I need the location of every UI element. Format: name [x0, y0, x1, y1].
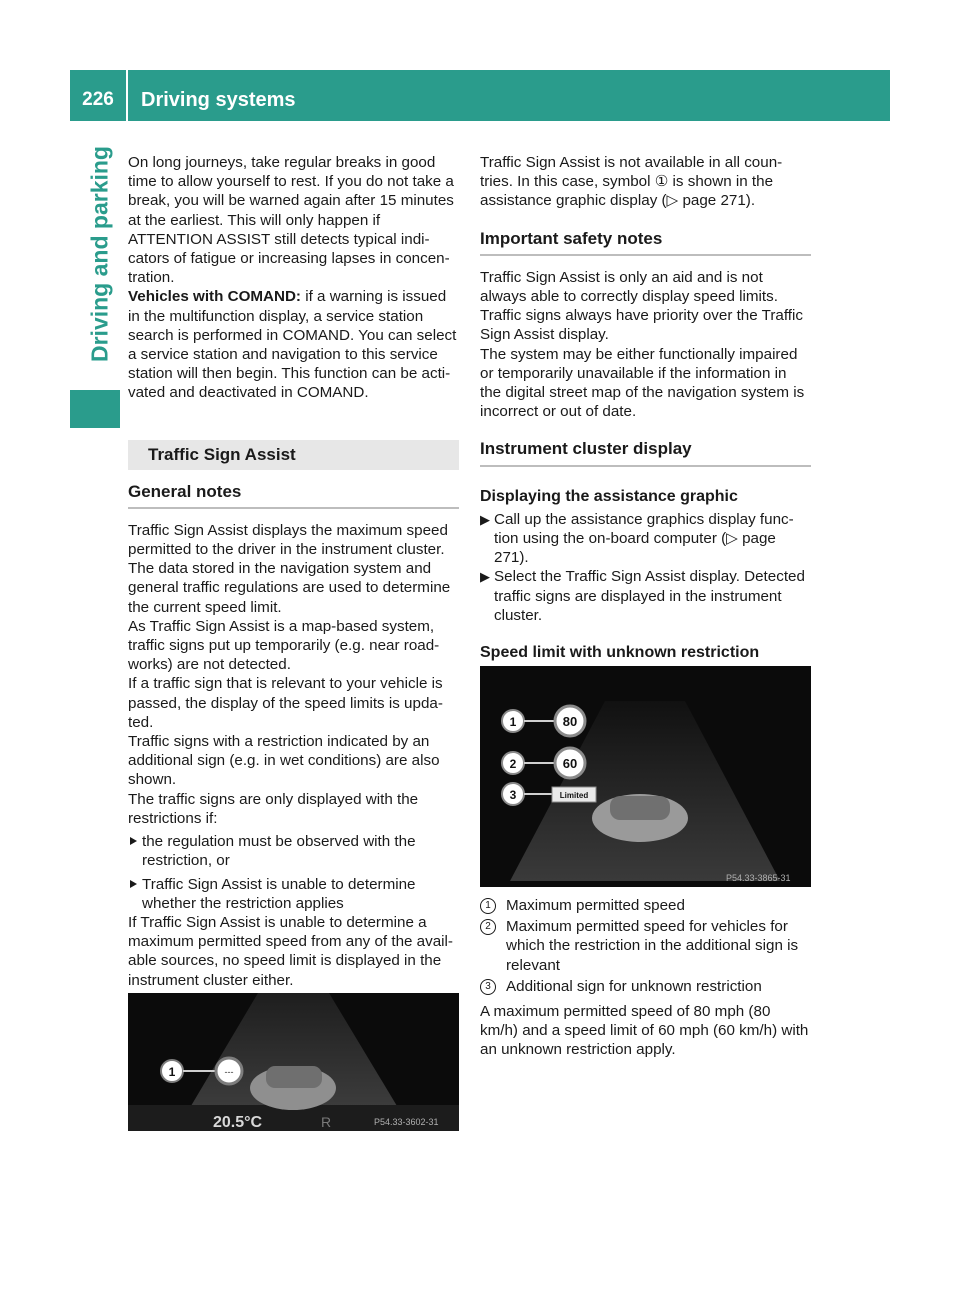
paragraph: If Traffic Sign Assist is unable to determine a maximum permitted speed from any of the avail-able sources, no speed limit is displayed in the instrument cluster either.: [128, 913, 453, 989]
legend-text: Additional sign for unknown restriction: [506, 977, 762, 995]
temperature-readout: 20.5°C: [213, 1114, 263, 1131]
chapter-title: Driving systems: [141, 89, 296, 111]
legend-item: [480, 896, 811, 915]
legend-number: 1: [480, 898, 496, 914]
heading-displaying-assistance-graphic: Displaying the assistance graphic: [480, 487, 738, 505]
heading-general-notes: General notes: [128, 482, 459, 509]
legend-item: [480, 917, 811, 975]
bullet-item: the regulation must be observed with the restriction, or: [128, 832, 459, 870]
step-item: [480, 567, 811, 625]
bullet-item: Traffic Sign Assist is unable to determine whether the restriction applies: [128, 875, 459, 913]
figure-legend: [480, 896, 811, 1060]
legend-number: 2: [480, 919, 496, 935]
header-divider: [126, 70, 128, 121]
paragraph-lead: Vehicles with COMAND:: [128, 288, 301, 306]
paragraph: If a traffic sign that is relevant to your vehicle is passed, the display of the speed limits is upda-ted.: [128, 675, 443, 731]
paragraph: As Traffic Sign Assist is a map-based system, traffic signs put up temporarily (e.g. near road-works) are not detected.: [128, 617, 440, 674]
paragraph: [128, 287, 459, 402]
callout-number: 2: [509, 757, 517, 771]
figure-code: P54.33-3865-31: [726, 873, 791, 883]
paragraph: Traffic Sign Assist displays the maximum speed permitted to the driver in the instrument cluster. The data stored in the navigation system and general traffic regulations are used to determine the current speed limit.: [128, 521, 451, 616]
paragraph-text: if a warning is issued in the multifunction display, a service station search is performed in COMAND. You can select a service station and navigation to this service station will then begin. This function can be acti-vated and deactivated in COMAND.: [128, 288, 457, 402]
step-item: [480, 510, 811, 568]
heading-instrument-cluster-display: Instrument cluster display: [480, 439, 811, 466]
callout-number: 1: [509, 715, 517, 729]
paragraph: The system may be either functionally impaired or temporarily unavailable if the information in the digital street map of the navigation system is incorrect or out of date.: [480, 345, 805, 421]
side-tab-label: Driving and parking: [86, 146, 113, 363]
step-text: Select the Traffic Sign Assist display. Detected traffic signs are displayed in the instrument cluster.: [494, 568, 805, 624]
paragraph: On long journeys, take regular breaks in good time to allow yourself to rest. If you do not take a break, you will be warned again after 15 minutes at the earliest. This will only happen if ATTENTION ASSIST still detects typical indi-cators of fatigue or increasing lapses in concen-tration.: [128, 154, 454, 287]
figure-callout-number: 1: [168, 1065, 176, 1079]
callout-number: 3: [509, 788, 517, 802]
step-arrow-icon: ▶: [480, 511, 490, 527]
paragraph: Traffic Sign Assist is only an aid and is not always able to correctly display speed limits. Traffic signs always have priority over the Traffic Sign Assist display.: [480, 268, 803, 344]
speed-sign-value: 80: [562, 714, 578, 729]
figure-code: P54.33-3602-31: [374, 1117, 439, 1127]
page-number: 226: [82, 89, 114, 110]
additional-sign-text: Limited: [559, 791, 589, 800]
paragraph: Traffic Sign Assist is not available in all coun-tries. In this case, symbol ① is shown in the assistance graphic display (▷ page 271).: [480, 154, 783, 210]
figure-traffic-sign-unavailable: [128, 993, 459, 1131]
no-limit-sign-text: ---: [224, 1067, 234, 1077]
paragraph: Traffic signs with a restriction indicated by an additional sign (e.g. in wet conditions) are also shown.: [128, 733, 440, 789]
speed-sign-value: 60: [562, 756, 578, 771]
heading-speed-limit-unknown-restriction: Speed limit with unknown restriction: [480, 644, 760, 662]
right-column: [480, 153, 811, 666]
instrument-cluster-graphic: [128, 993, 459, 1131]
legend-number: 3: [480, 979, 496, 995]
side-tab-marker: [70, 390, 120, 428]
heading-important-safety-notes: Important safety notes: [480, 229, 811, 256]
legend-text: Maximum permitted speed: [506, 897, 685, 914]
paragraph: A maximum permitted speed of 80 mph (80 km/h) and a speed limit of 60 mph (60 km/h) with an unknown restriction apply.: [480, 1003, 809, 1059]
step-arrow-icon: ▶: [480, 569, 490, 585]
assistance-graphic: [480, 666, 811, 887]
step-text: Call up the assistance graphics display func-tion using the on-board computer (▷ page 271).: [494, 510, 794, 567]
legend-item: [480, 977, 811, 996]
legend-text: Maximum permitted speed for vehicles for which the restriction in the additional sign is relevant: [506, 918, 799, 974]
figure-speed-limit-unknown-restriction: [480, 666, 811, 887]
gear-indicator: R: [321, 1114, 332, 1130]
paragraph: The traffic signs are only displayed with the restrictions if:: [128, 790, 419, 827]
left-column: [128, 153, 459, 990]
section-heading-traffic-sign-assist: Traffic Sign Assist: [128, 440, 459, 470]
